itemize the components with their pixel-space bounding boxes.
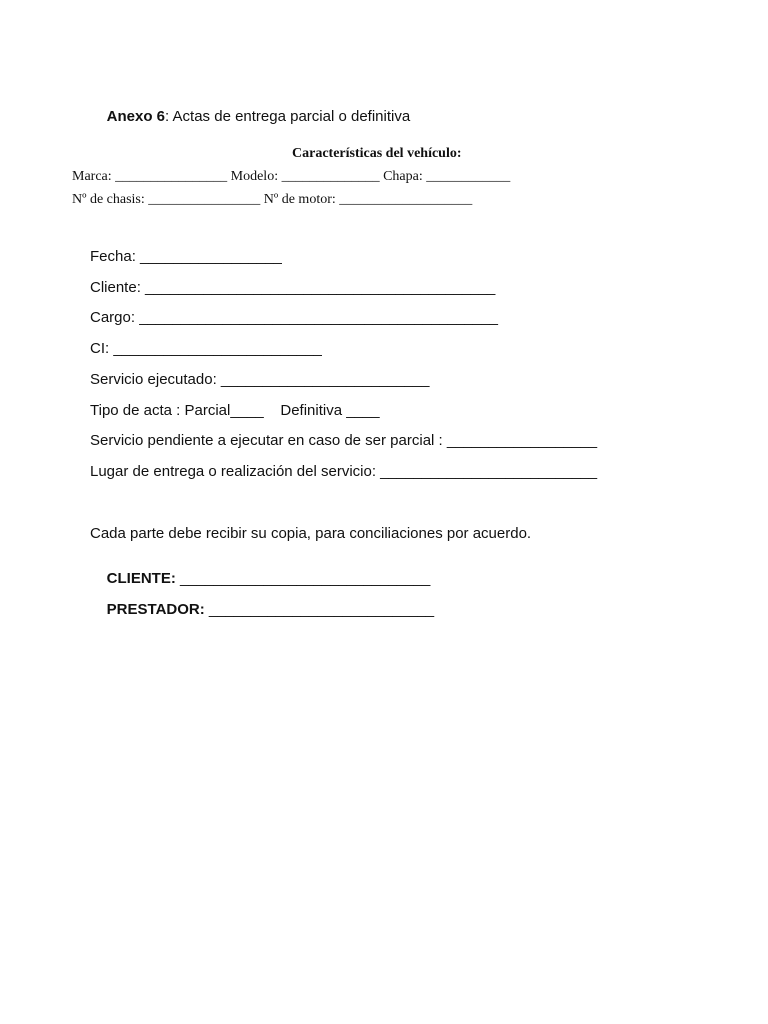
annex-label: Anexo 6 bbox=[106, 108, 166, 125]
vehicle-section-title: Características del vehículo: bbox=[292, 146, 462, 161]
field-tipo-de-acta: Tipo de acta : Parcial____ Definitiva ____ bbox=[90, 402, 380, 419]
signature-cliente-label: CLIENTE: bbox=[106, 570, 176, 587]
field-cargo: Cargo: ___________________________________________ bbox=[90, 309, 498, 326]
field-cliente: Cliente: __________________________________________ bbox=[90, 279, 496, 296]
signature-prestador bbox=[90, 587, 434, 632]
field-servicio-pendiente: Servicio pendiente a ejecutar en caso de ser parcial : __________________ bbox=[90, 432, 598, 449]
field-servicio-ejecutado: Servicio ejecutado: _________________________ bbox=[90, 371, 430, 388]
vehicle-row-chasis-motor: Nº de chasis: ________________ Nº de motor: ___________________ bbox=[72, 192, 473, 207]
annex-heading bbox=[90, 94, 410, 139]
signature-cliente-line: ______________________________ bbox=[175, 570, 431, 587]
field-ci: CI: _________________________ bbox=[90, 340, 322, 357]
vehicle-row-marca-modelo-chapa: Marca: ________________ Modelo: ______________ Chapa: ____________ bbox=[72, 169, 511, 184]
signature-prestador-label: PRESTADOR: bbox=[106, 601, 205, 618]
copy-note: Cada parte debe recibir su copia, para conciliaciones por acuerdo. bbox=[90, 525, 532, 542]
signature-prestador-line: ___________________________ bbox=[204, 601, 435, 618]
field-lugar-de-entrega: Lugar de entrega o realización del servicio: __________________________ bbox=[90, 463, 598, 480]
field-fecha: Fecha: _________________ bbox=[90, 248, 282, 265]
annex-title: : Actas de entrega parcial o definitiva bbox=[165, 108, 411, 125]
